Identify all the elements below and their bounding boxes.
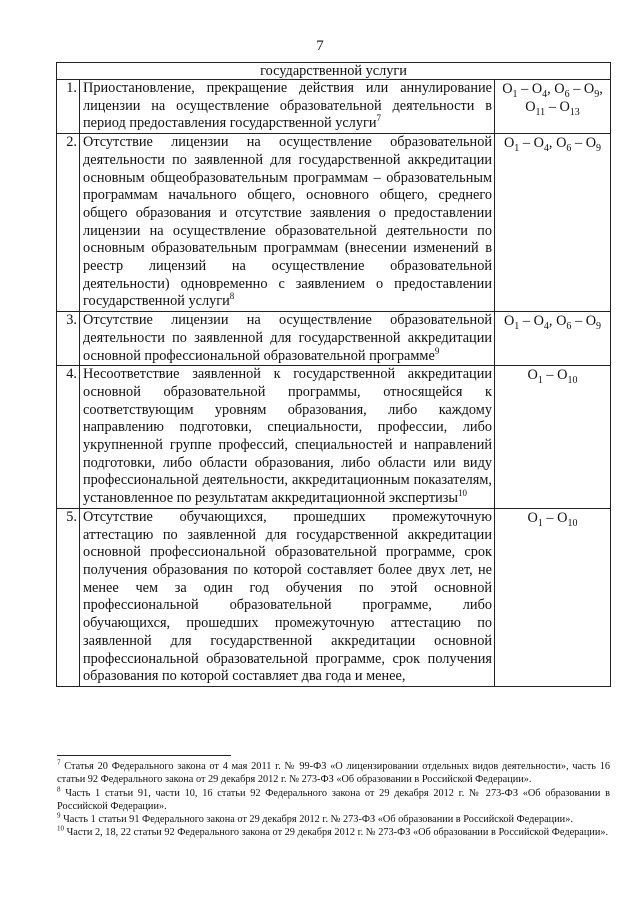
footnotes: [57, 760, 610, 840]
footnote: $^9$ Часть 1 статьи 91 Федерального закона от 29 декабря 2012 г. № 273-ФЗ «Об образовании в Российской Федерации».: [57, 811, 573, 826]
row-codes: $O_1 - O_{10}$: [495, 508, 611, 686]
footnote: $^7$ Статья 20 Федерального закона от 4 мая 2011 г. № 99-ФЗ «О лицензировании отдельных видов деятельности», часть 16 статьи 92 Федерального закона от 29 декабря 2012 г. № 273-ФЗ «Об образовании в Российской Федерации».: [57, 758, 611, 786]
row-codes: $O_1 - O_4$, $O_6 - O_9$: [495, 134, 611, 312]
footnote: $^{10}$ Части 2, 18, 22 статьи 92 Федерального закона от 29 декабря 2012 г. № 273-ФЗ «Об образовании в Российской Федерации».: [57, 825, 609, 839]
continuation-cell: государственной услуги: [57, 63, 611, 80]
row-text: Приостановление, прекращение действия или аннулирование лицензии на осуществление образовательной деятельности в период предоставления государственной услуги$^7$: [80, 80, 495, 134]
row-number: 1.: [57, 80, 80, 134]
row-text: Несоответствие заявленной к государственной аккредитации основной образовательной программы, относящейся к соответствующим уровням образования, либо каждому направлению подготовки, специальности, профессии, либо укрупненной группе профессий, специальностей и направлений подготовки, либо области образования, либо области или виду профессиональной деятельности, аккредитационным показателям, установленное по результатам аккредитационной экспертизы$^{10}$: [80, 366, 495, 509]
footnote-ref: 8: [229, 291, 235, 302]
row-number: 4.: [57, 366, 80, 509]
row-number: 3.: [57, 312, 80, 366]
criteria-table: [56, 62, 611, 687]
table-continuation-row: [57, 63, 611, 80]
footnote: $^8$ Часть 1 статьи 91, части 10, 16 статьи 92 Федерального закона от 29 декабря 2012 г. № 273-ФЗ «Об образовании в Российской Федерации».: [57, 785, 611, 812]
table-row: [57, 80, 611, 134]
page-number: 7: [316, 38, 324, 54]
footnote-ref: 7: [376, 113, 381, 124]
row-codes: $O_1 - O_{10}$: [495, 366, 611, 509]
table-row: [57, 508, 611, 686]
footnote-ref: 9: [434, 345, 440, 356]
table-row: [57, 134, 611, 312]
row-number: 2.: [57, 134, 80, 312]
row-number: 5.: [57, 508, 80, 686]
table-row: [57, 366, 611, 509]
table-row: [57, 312, 611, 366]
row-text: Отсутствие обучающихся, прошедших промежуточную аттестацию по заявленной для государственной аккредитации основной профессиональной образовательной программе, срок получения образования по которой составляет более двух лет, не менее чем за один год обучения по этой основной профессиональной образовательной программе, либо обучающихся, прошедших промежуточную аттестацию по заявленной для государственной аккредитации основной профессиональной образовательной программе, срок получения образования по которой составляет два года и менее,: [80, 508, 495, 686]
footnote-ref: 10: [458, 488, 467, 499]
row-codes: $O_1 - O_4$, $O_6 - O_9$, $O_{11} - O_{13}$: [495, 80, 611, 134]
row-text: Отсутствие лицензии на осуществление образовательной деятельности по заявленной для государственной аккредитации основным общеобразовательным программам – образовательным программам начального общего, основного общего, среднего общего образования и отсутствие заявления о предоставлении лицензии на осуществление образовательной деятельности по основным образовательным программам (внесении изменений в реестр лицензий на осуществление образовательной деятельности) одновременно с заявлением о предоставлении государственной услуги$^8$: [80, 134, 495, 312]
footnote-separator: [57, 755, 231, 756]
row-text: Отсутствие лицензии на осуществление образовательной деятельности по заявленной для государственной аккредитации основной профессиональной образовательной программе$^9$: [80, 312, 495, 366]
row-codes: $O_1 - O_4$, $O_6 - O_9$: [495, 312, 611, 366]
